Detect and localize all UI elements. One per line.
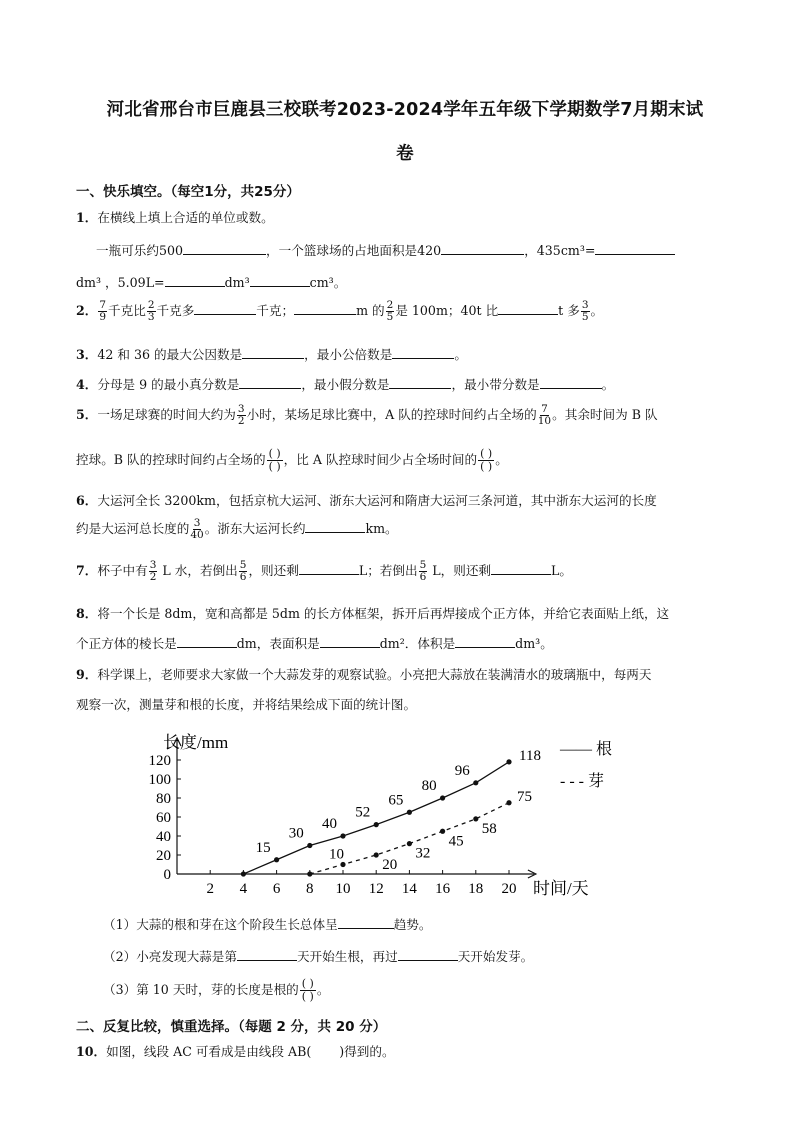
answer-fraction-box[interactable] (478, 448, 494, 473)
answer-blank[interactable] (455, 635, 515, 648)
legend-sprout: - - - 芽 (560, 773, 604, 790)
y-tick-label: 40 (156, 829, 171, 845)
denominator: 5 (581, 311, 589, 323)
answer-blank[interactable] (491, 562, 551, 575)
y-tick-label: 0 (163, 867, 171, 883)
q8-a: 将一个长是 8dm，宽和高都是 5dm 的长方体框架，拆开后再焊接成个正方体，并给它表面贴上纸，这 (97, 606, 670, 621)
q10 (76, 1041, 395, 1060)
paren-bottom: ( ) (480, 460, 493, 473)
root-point (241, 871, 246, 876)
q6-c: 。浙东大运河长约 (204, 521, 306, 536)
sprout-point (340, 862, 345, 867)
q10-a: 如图，线段 AC 可看成是由线段 AB( (106, 1044, 312, 1059)
q7-b: L 水，若倒出 (158, 563, 238, 578)
q5-d: 控球。B 队的控球时间约占全场的 (76, 452, 266, 467)
q9-sub1 (103, 914, 431, 933)
q5-f: 。 (495, 452, 508, 467)
fraction (581, 300, 590, 323)
q9-s2: （2）小亮发现大蒜是第 (103, 949, 237, 964)
answer-blank[interactable] (305, 520, 365, 533)
answer-blank[interactable] (320, 635, 380, 648)
answer-blank[interactable] (299, 562, 359, 575)
q9-number: 9． (76, 667, 98, 682)
q7-d: L；若倒出 (358, 563, 418, 578)
sprout-data-label: 75 (517, 788, 532, 805)
denominator: 40 (190, 529, 204, 541)
x-tick-label: 2 (206, 881, 214, 897)
y-tick-label: 20 (156, 848, 171, 864)
q4-a: 分母是 9 的最小真分数是 (97, 377, 240, 392)
denominator: 2 (149, 571, 157, 583)
numerator: 3 (237, 403, 245, 415)
answer-blank[interactable] (294, 302, 356, 315)
q6-b: 约是大运河总长度的 (76, 521, 190, 536)
q1-l3b: dm³ (224, 275, 250, 290)
q3-number: 3． (76, 347, 98, 362)
numerator: 3 (581, 299, 589, 311)
root-point (340, 833, 345, 838)
answer-blank[interactable] (441, 242, 524, 255)
root-point (307, 843, 312, 848)
numerator: 3 (193, 517, 201, 529)
q3-c: 。 (454, 347, 467, 362)
answer-blank[interactable] (498, 302, 558, 315)
answer-fraction-box[interactable] (267, 448, 283, 473)
q5-b: 小时，某场足球比赛中，A 队的控球时间约占全场的 (246, 407, 537, 422)
q6-line2 (76, 518, 398, 541)
q9-s3: （3）第 10 天时，芽的长度是根的 (103, 982, 299, 997)
q2-t2: 千克多 (156, 303, 195, 318)
y-tick-label: 80 (156, 791, 171, 807)
title-line-2: 卷 (396, 144, 414, 164)
answer-blank[interactable] (242, 346, 304, 359)
answer-fraction-box[interactable] (300, 978, 316, 1003)
q6-line1 (76, 490, 657, 509)
q5-number: 5． (76, 407, 98, 422)
numerator: 5 (419, 559, 427, 571)
numerator: 3 (149, 559, 157, 571)
q2-t3: 千克； (256, 303, 295, 318)
q1-number: 1． (76, 210, 98, 225)
q3-a: 42 和 36 的最大公因数是 (97, 347, 243, 362)
section-1-heading: 一、快乐填空。（每空1分，共25分） (76, 184, 300, 200)
root-data-label: 96 (454, 762, 470, 779)
y-tick-label: 100 (148, 772, 171, 788)
root-point (374, 822, 379, 827)
paren-top: ( ) (480, 447, 493, 460)
answer-blank[interactable] (250, 274, 310, 287)
denominator: 3 (147, 311, 155, 323)
q1-l3a: dm³ ，5.09L= (76, 275, 165, 290)
answer-blank[interactable] (194, 302, 256, 315)
y-axis-title: 长度/mm (163, 733, 229, 752)
fraction (239, 560, 248, 583)
paren-top: ( ) (268, 447, 281, 460)
q2-t4: m 的 (356, 303, 385, 318)
q1-l2c: ，435cm³= (524, 243, 596, 258)
q8-number: 8． (76, 606, 98, 621)
root-point (473, 780, 478, 785)
sprout-data-label: 32 (415, 845, 431, 862)
numerator: 5 (239, 559, 247, 571)
section-2-heading: 二、反复比较，慎重选择。（每题 2 分，共 20 分） (76, 1019, 387, 1035)
q10-b: )得到的。 (339, 1044, 395, 1059)
q1-line3 (76, 272, 346, 291)
q5-line2 (76, 448, 508, 473)
q9-s1b: 趋势。 (393, 917, 432, 932)
q3 (76, 344, 467, 363)
q9-sub3 (103, 978, 329, 1003)
q5-a: 一场足球赛的时间大约为 (97, 407, 236, 422)
q9-sub2 (103, 946, 533, 965)
sprout-point (307, 871, 312, 876)
numerator: 2 (386, 299, 394, 311)
q5-c: 。其余时间为 B 队 (552, 407, 658, 422)
denominator: 5 (386, 311, 394, 323)
fraction (237, 404, 246, 427)
q9-b: 观察一次，测量芽和根的长度，并将结果绘成下面的统计图。 (76, 697, 417, 712)
fraction (98, 300, 107, 323)
fraction (149, 560, 158, 583)
numerator: 2 (147, 299, 155, 311)
q4-c: ，最小带分数是 (451, 377, 540, 392)
q8-line1 (76, 603, 669, 622)
q9-s2c: 天开始发芽。 (457, 949, 534, 964)
answer-blank[interactable] (237, 948, 297, 961)
x-tick-label: 20 (501, 881, 517, 897)
sprout-data-label: 58 (481, 820, 497, 837)
q2-t7: 。 (590, 303, 604, 318)
sprout-point (407, 841, 412, 846)
q8-d: dm²．体积是 (379, 636, 456, 651)
q7-number: 7． (76, 563, 98, 578)
q9-line1 (76, 664, 651, 683)
q9-s2b: 天开始生根，再过 (296, 949, 398, 964)
q5-line1 (76, 404, 658, 427)
x-tick-label: 10 (335, 881, 351, 897)
x-tick-label: 16 (435, 881, 451, 897)
garlic-growth-line-chart (130, 728, 640, 908)
q7-a: 杯子中有 (97, 563, 148, 578)
answer-blank[interactable] (389, 376, 451, 389)
q7-f: L。 (551, 563, 572, 578)
root-data-label: 118 (519, 747, 541, 764)
q4-number: 4． (76, 377, 98, 392)
fraction (419, 560, 428, 583)
root-data-label: 40 (322, 816, 337, 832)
answer-blank[interactable] (398, 948, 458, 961)
sprout-point (506, 800, 511, 805)
answer-blank[interactable] (165, 274, 225, 287)
root-data-label: 80 (421, 778, 437, 794)
q9-s3b: 。 (316, 982, 330, 997)
q5-e: ，比 A 队控球时间少占全场时间的 (283, 452, 478, 467)
x-tick-label: 4 (239, 881, 248, 897)
answer-blank[interactable] (183, 242, 266, 255)
legend-root: —— 根 (560, 741, 613, 758)
q9-s1: （1）大蒜的根和芽在这个阶段生长总体呈 (103, 917, 338, 932)
answer-blank[interactable] (239, 376, 301, 389)
paren-bottom: ( ) (301, 990, 314, 1003)
x-tick-label: 14 (401, 881, 417, 897)
denominator: 6 (419, 571, 427, 583)
x-tick-label: 8 (306, 881, 314, 897)
title-line-1: 河北省邢台市巨鹿县三校联考2023-2024学年五年级下学期数学7月期末试 (106, 100, 704, 120)
q6-d: km。 (365, 521, 398, 536)
q8-b: 个正方体的棱长是 (76, 636, 177, 651)
sprout-data-label: 10 (329, 846, 344, 863)
x-tick-label: 18 (468, 881, 484, 897)
q4-b: ，最小假分数是 (301, 377, 390, 392)
q3-b: ，最小公倍数是 (304, 347, 393, 362)
q7 (76, 560, 572, 583)
q1-l2a: 一瓶可乐约500 (96, 243, 184, 258)
paren-bottom: ( ) (268, 460, 281, 473)
sprout-point (374, 852, 379, 857)
fraction (386, 300, 395, 323)
sprout-data-label: 45 (448, 833, 464, 850)
root-data-label: 65 (388, 792, 404, 809)
numerator: 7 (99, 299, 107, 311)
sprout-data-label: 20 (382, 857, 398, 873)
paren-top: ( ) (301, 977, 314, 990)
root-data-label: 30 (288, 825, 304, 842)
q4 (76, 374, 614, 393)
answer-blank[interactable] (540, 376, 602, 389)
q1-l3c: cm³。 (309, 275, 347, 290)
x-axis-title: 时间/天 (532, 879, 589, 898)
q2-t6: t 多 (558, 303, 580, 318)
x-tick-label: 12 (368, 881, 384, 897)
q7-e: L，则还剩 (428, 563, 492, 578)
page-title (60, 88, 750, 176)
q10-number: 10． (76, 1044, 107, 1059)
denominator: 6 (239, 571, 247, 583)
root-data-label: 15 (255, 839, 271, 856)
answer-blank[interactable] (177, 635, 237, 648)
y-tick-label: 120 (148, 753, 171, 769)
root-point (506, 759, 511, 764)
q2 (76, 300, 603, 323)
root-point (274, 857, 279, 862)
denominator: 9 (99, 311, 107, 323)
q6-a: 大运河全长 3200km，包括京杭大运河、浙东大运河和隋唐大运河三条河道，其中浙东大运河的长度 (97, 493, 657, 508)
fraction (190, 518, 203, 541)
denominator: 2 (237, 415, 245, 427)
q1-l2b: ，一个篮球场的占地面积是420 (266, 243, 442, 258)
root-point (407, 810, 412, 815)
denominator: 10 (537, 415, 552, 427)
x-tick-label: 6 (272, 881, 281, 897)
q1-text: 在横线上填上合适的单位或数。 (97, 210, 274, 225)
q8-c: dm，表面积是 (236, 636, 320, 651)
fraction (147, 300, 156, 323)
sprout-point (473, 816, 478, 821)
q9-a: 科学课上，老师要求大家做一个大蒜发芽的观察试验。小亮把大蒜放在装满清水的玻璃瓶中，每两天 (97, 667, 652, 682)
y-tick-label: 60 (156, 810, 171, 826)
q2-number: 2． (76, 303, 98, 318)
numerator: 7 (541, 403, 548, 415)
q2-t1: 千克比 (108, 303, 146, 318)
q9-line2 (76, 694, 416, 713)
sprout-point (440, 829, 445, 834)
q4-d: 。 (601, 377, 615, 392)
fraction (538, 404, 551, 427)
q6-number: 6． (76, 493, 98, 508)
q8-e: dm³。 (515, 636, 553, 651)
q7-c: ，则还剩 (248, 563, 299, 578)
answer-blank[interactable] (338, 916, 394, 929)
answer-blank[interactable] (392, 346, 454, 359)
q1 (76, 207, 274, 226)
answer-blank[interactable] (595, 242, 675, 255)
q2-t5: 是 100m；40t 比 (395, 303, 499, 318)
root-data-label: 52 (355, 804, 371, 821)
root-point (440, 795, 445, 800)
q8-line2 (76, 633, 553, 652)
q1-line2 (96, 240, 675, 259)
